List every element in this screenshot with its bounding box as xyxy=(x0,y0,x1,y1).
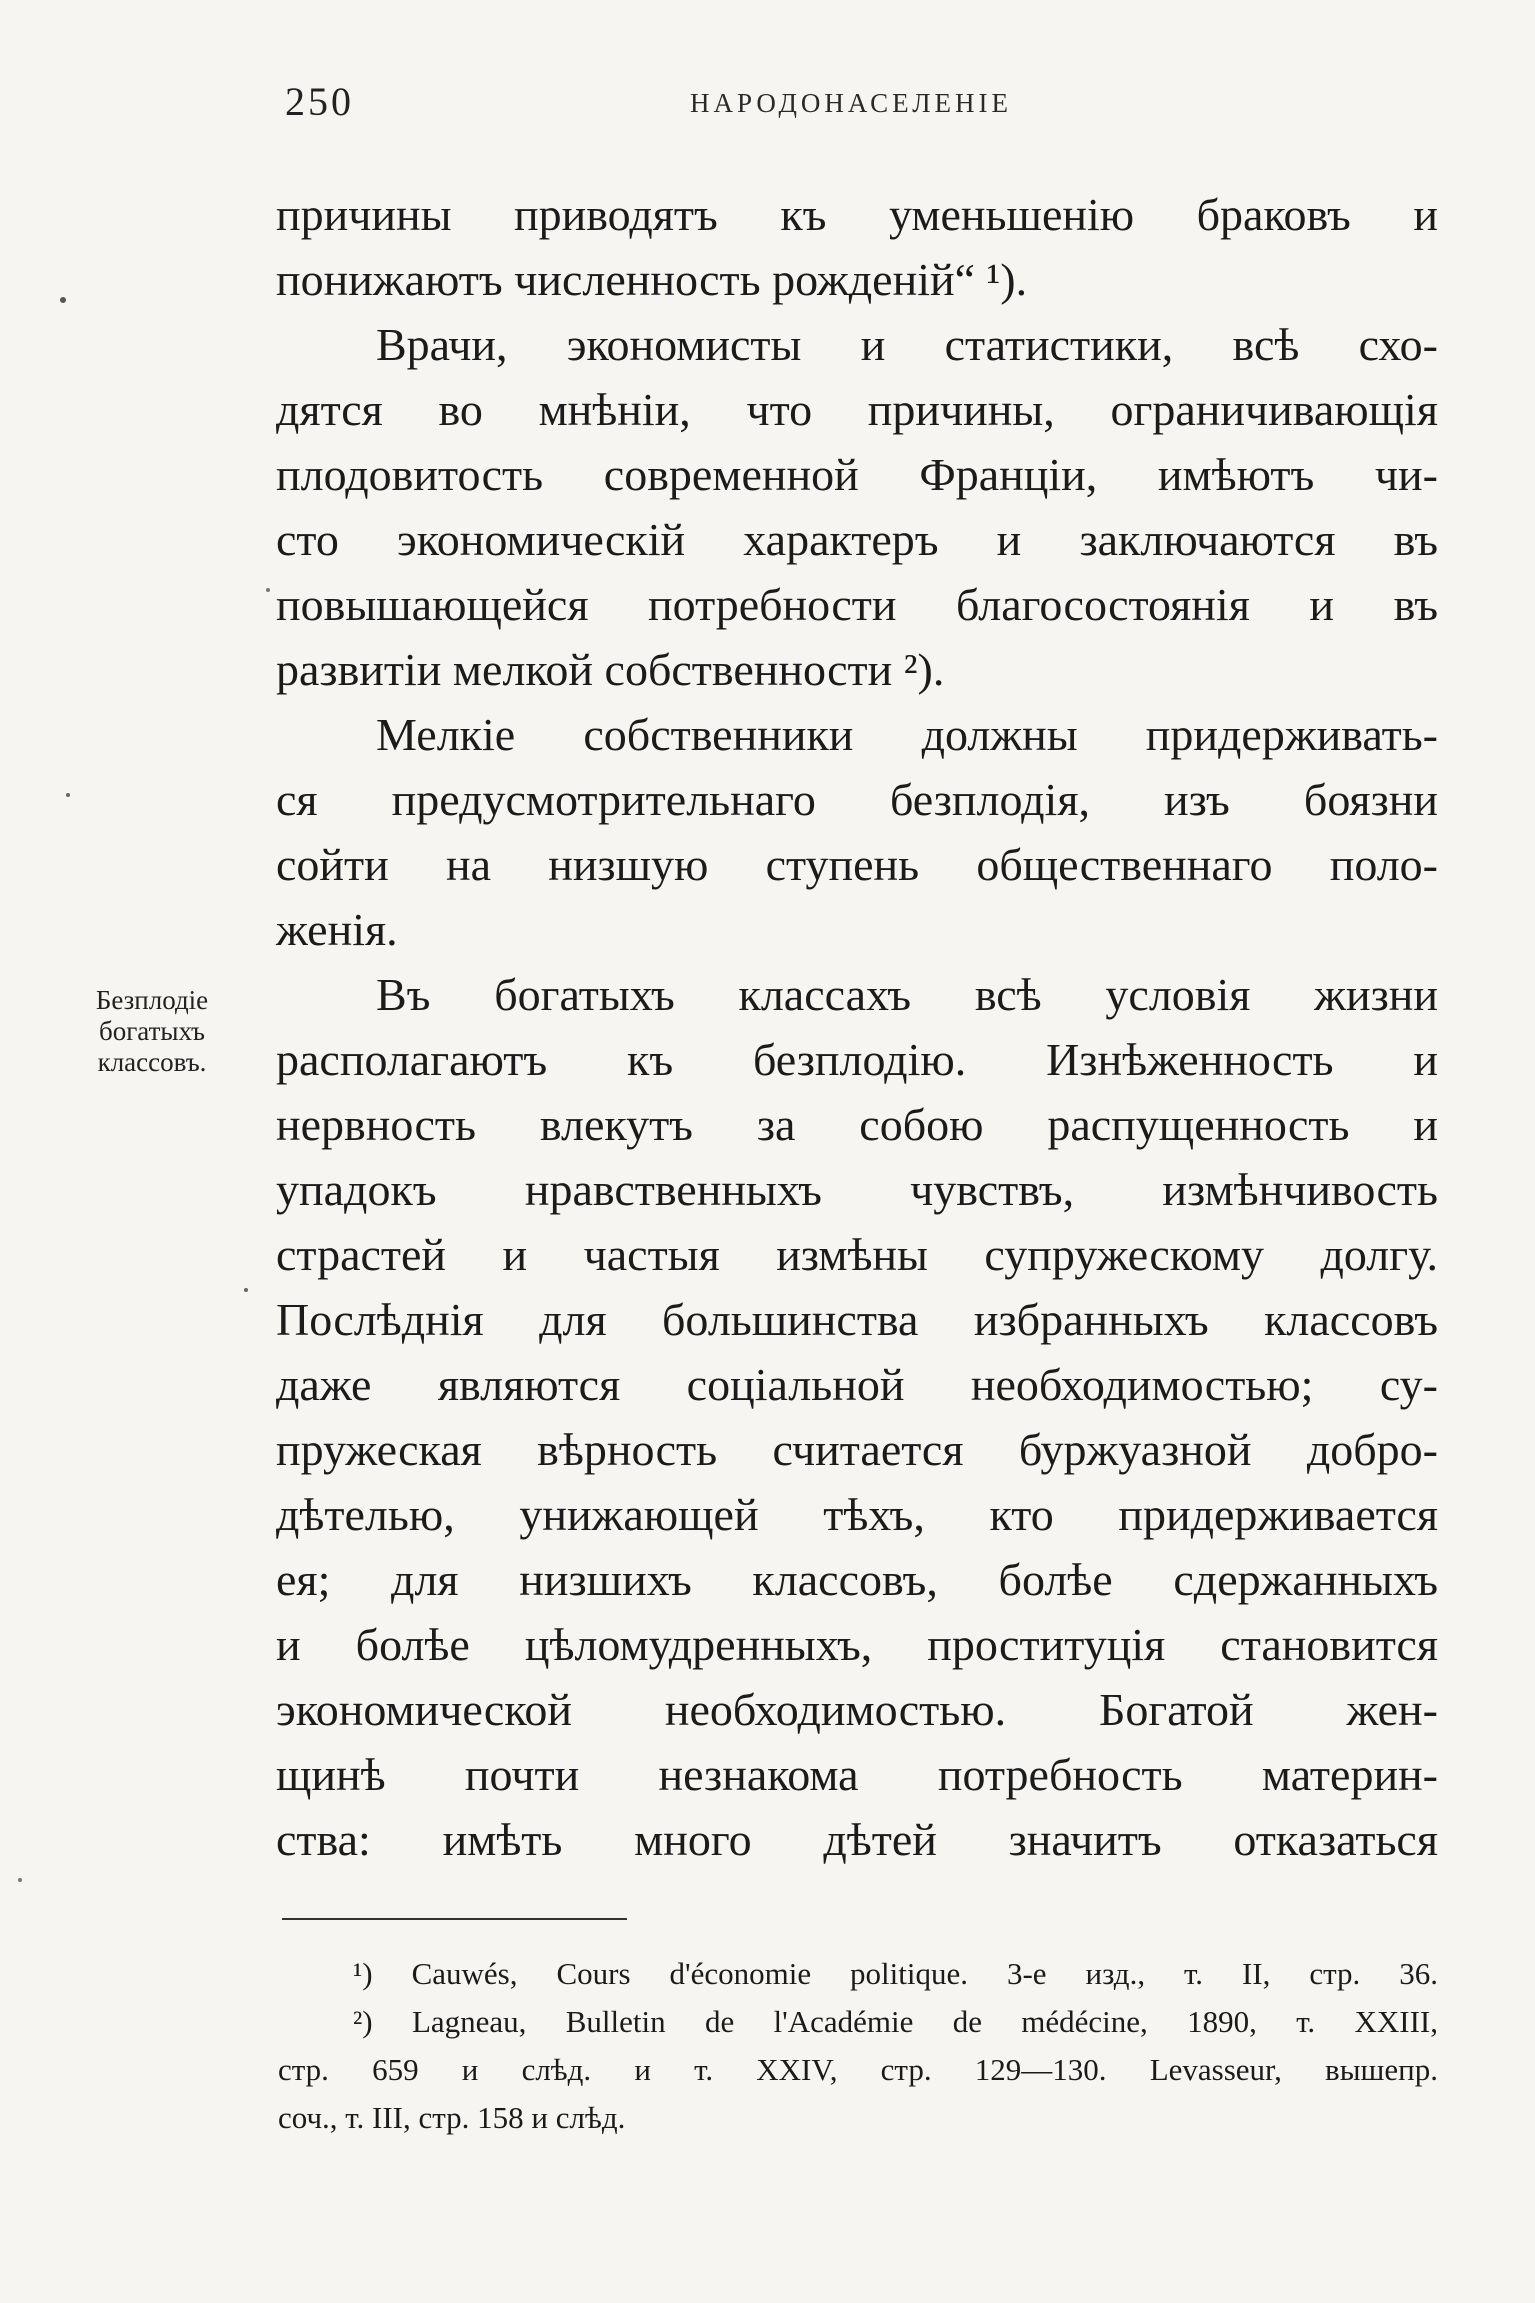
text-line: повышающейся потребности благосостоянія и въ xyxy=(276,579,1438,630)
speck xyxy=(244,1288,248,1292)
text-line: Мелкіе собственники должны придерживать- xyxy=(376,709,1438,760)
footnote-line: ²) Lagneau, Bulletin de l'Académie de médécine, 1890, т. XXIII, xyxy=(353,2004,1438,2039)
text-line: Въ богатыхъ классахъ всѣ условія жизни xyxy=(376,969,1438,1020)
footnote-line: стр. 659 и слѣд. и т. XXIV, стр. 129—130. Levasseur, вышепр. xyxy=(278,2052,1438,2087)
page-number: 250 xyxy=(285,79,354,124)
text-line: ея; для низшихъ классовъ, болѣе сдержанныхъ xyxy=(276,1554,1438,1605)
text-line: пружеская вѣрность считается буржуазной добро- xyxy=(276,1424,1438,1475)
footnote-line: ¹) Cauwés, Cours d'économie politique. 3-е изд., т. II, стр. 36. xyxy=(353,1956,1438,1991)
margin-note-line: классовъ. xyxy=(97,1047,207,1077)
text-line: ся предусмотрительнаго безплодія, изъ боязни xyxy=(276,774,1438,825)
text-line: страстей и частыя измѣны супружескому долгу. xyxy=(276,1229,1438,1280)
text-line: нервность влекутъ за собою распущенность и xyxy=(276,1099,1438,1150)
text-line: и болѣе цѣломудренныхъ, проституція становится xyxy=(276,1619,1438,1670)
text-line: упадокъ нравственныхъ чувствъ, измѣнчивость xyxy=(276,1164,1438,1215)
text-line: развитіи мелкой собственности ²). xyxy=(276,644,945,695)
speck xyxy=(266,588,270,592)
margin-note-line: богатыхъ xyxy=(99,1016,205,1046)
text-line: располагаютъ къ безплодію. Изнѣженность и xyxy=(276,1034,1438,1085)
text-line: причины приводятъ къ уменьшенію браковъ и xyxy=(276,189,1438,240)
text-line: сойти на низшую ступень общественнаго поло- xyxy=(276,839,1438,890)
footnote-line: соч., т. III, стр. 158 и слѣд. xyxy=(278,2100,626,2135)
text-line: щинѣ почти незнакома потребность материн- xyxy=(276,1749,1438,1800)
text-line: Послѣднія для большинства избранныхъ классовъ xyxy=(276,1294,1438,1345)
speck xyxy=(60,297,66,303)
text-line: понижаютъ численность рожденій“ ¹). xyxy=(276,254,1028,305)
text-line: женія. xyxy=(276,904,398,955)
text-line: дятся во мнѣніи, что причины, ограничивающія xyxy=(276,384,1438,435)
text-line: экономической необходимостью. Богатой жен- xyxy=(276,1684,1438,1735)
text-line: плодовитость современной Франціи, имѣютъ чи- xyxy=(276,449,1438,500)
running-title: НАРОДОНАСЕЛЕНІЕ xyxy=(690,88,1012,118)
text-line: ства: имѣть много дѣтей значитъ отказаться xyxy=(276,1814,1438,1865)
speck xyxy=(18,1878,22,1882)
text-line: даже являются соціальной необходимостью; су- xyxy=(276,1359,1438,1410)
text-line: Врачи, экономисты и статистики, всѣ схо- xyxy=(376,319,1438,370)
margin-note-line: Безплодіе xyxy=(95,985,209,1015)
text-line: дѣтелью, унижающей тѣхъ, кто придерживается xyxy=(276,1489,1438,1540)
text-line: сто экономическій характеръ и заключаются въ xyxy=(276,514,1438,565)
speck xyxy=(66,793,70,797)
